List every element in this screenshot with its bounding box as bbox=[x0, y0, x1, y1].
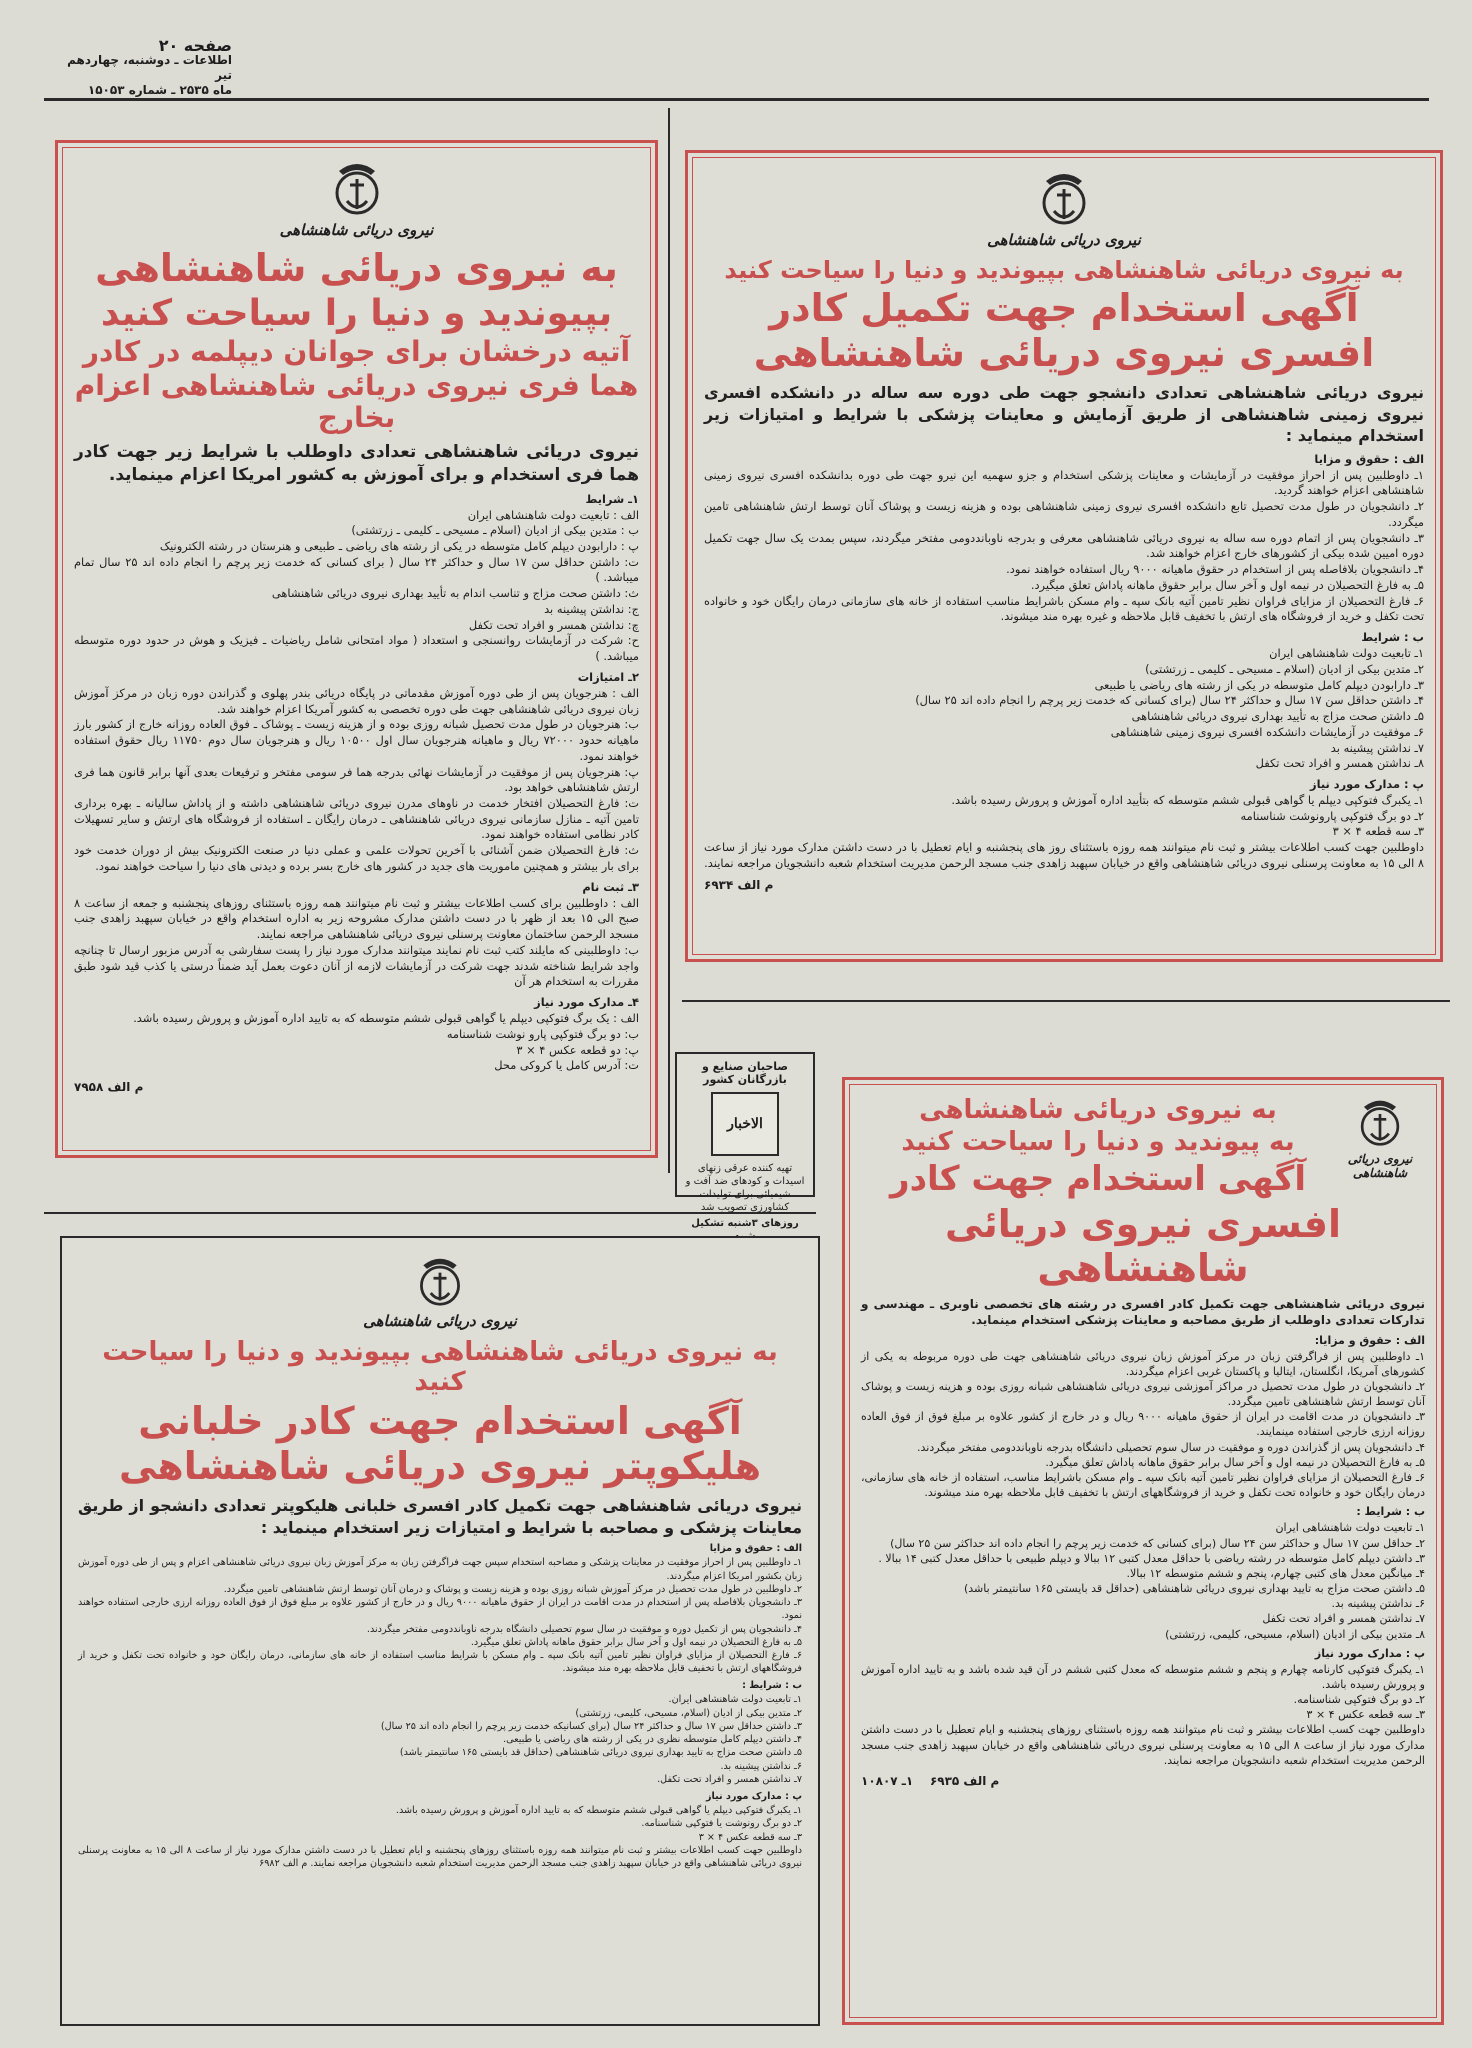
list-item: ۶ـ نداشتن پیشینه بد. bbox=[1331, 1597, 1425, 1611]
list-item: ۲ـ داوطلبین در طول مدت تحصیل در مرکز آموزش شبانه روزی بوده و هزینه زیست و پوشاک و درمان آنان توسط ارتش شاهنشاهی تامین میگردد. bbox=[223, 1583, 802, 1595]
ad-officer-recruitment bbox=[685, 150, 1443, 962]
list-item: ۵ـ داشتن صحت مزاج به تأیید بهداری نیروی دریائی شاهنشاهی bbox=[1131, 709, 1424, 724]
section-title: پ : مدارک مورد نیاز bbox=[706, 1791, 802, 1803]
section-title: ب : شرایط : bbox=[1356, 1505, 1425, 1519]
section-title: ۲ـ امتیازات bbox=[577, 669, 639, 684]
list-item: الف : تابعیت دولت شاهنشاهی ایران bbox=[467, 507, 639, 522]
ad-code: م الف ۷۹۵۸ bbox=[74, 1080, 144, 1095]
list-item: ۳ـ دانشجویان پس از اتمام دوره سه ساله به نیروی دریائی شاهنشاهی معرفی و بدرجه ناوبانددومی مفتخر میگردند، سپس بمدت یک سال جهت تکمیل دوره امیین شده بیکی از کشورهای خارج اعزام خواهند شد. bbox=[704, 530, 1424, 561]
list-item: ۱ـ یکبرگ فتوکپی کارنامه چهارم و پنجم و ششم متوسطه که معدل کتبی ششم در آن قید شده باشد و به تایید اداره آموزش و پرورش رسیده باشد. bbox=[861, 1662, 1425, 1691]
list-item: ۲ـ دو برگ فتوکپی پارونوشت شناسنامه bbox=[1240, 808, 1424, 823]
list-item: ۳ـ دارابودن دیپلم کامل متوسطه در یکی از رشته های ریاضی یا طبیعی bbox=[1094, 677, 1424, 692]
top-rule bbox=[44, 98, 1429, 101]
list-item: ۸ـ متدین بیکی از ادیان (اسلام، مسیحی، کلیمی، زرتشتی) bbox=[1165, 1627, 1425, 1641]
list-item: داوطلبین جهت کسب اطلاعات بیشتر و ثبت نام میتوانند همه روزه باستثنای روز های پنجشنبه و ایام تعطیل با در دست داشتن مدارک مورد نیاز از ساعت ۸ الی ۱۵ به معاونت پرسنلی نیروی دریائی شاهنشاهی واقع در خیابان سپهبد زاهدی جنب مسجد الرحمن مدیریت استخدام شعبه دانشجویان مراجعه نمایند. bbox=[704, 840, 1424, 870]
headline: هلیکوپتر نیروی دریائی شاهنشاهی bbox=[118, 1444, 762, 1489]
navy-emblem-icon bbox=[1355, 1094, 1405, 1150]
list-item: ۵ـ به فارغ التحصیلان در نیمه اول و آخر سال برابر حقوق ماهانه پاداش تعلق میگیرد. bbox=[1030, 577, 1424, 592]
list-item: ۶ـ موفقیت در آزمایشات دانشکده افسری نیروی زمینی شاهنشاهی bbox=[1110, 724, 1424, 739]
section-list bbox=[704, 793, 1424, 872]
section-list bbox=[704, 468, 1424, 625]
masthead-date: اطلاعات ـ دوشنبه، چهاردهم تیر bbox=[67, 53, 232, 82]
section-title: ب : شرایط bbox=[1361, 630, 1424, 645]
list-item: الف : داوطلبین برای کسب اطلاعات بیشتر و ثبت نام میتوانند همه روزه باستثنای روزهای پنجشنبه و جمعه از ساعت ۸ صبح الی ۱۵ بعد از ظهر با در دست داشتن مدارک مشروحه زیر به اداره استخدام واقع در خیابان سپهبد زاهدی جنب مسجد الرحمن ساختمان معاونت پرسنلی نیروی دریائی شاهنشاهی مراجعه نمایند. bbox=[74, 895, 639, 942]
ad-homafar-recruitment bbox=[55, 140, 658, 1158]
list-item: ۸ـ نداشتن همسر و افراد تحت تکفل bbox=[1255, 756, 1424, 771]
ad-technical-officer-recruitment bbox=[842, 1077, 1444, 2025]
list-item: ۷ـ نداشتن همسر و افراد تحت تکفل bbox=[1262, 1612, 1425, 1626]
list-item: ۳ـ داشتن دیپلم کامل متوسطه در رشته ریاضی با حداقل معدل کتبی ۱۲ ببالا و دیپلم طبیعی با حداقل معدل کتبی ۱۴ ببالا . bbox=[878, 1551, 1425, 1565]
ad-helicopter-pilot-recruitment bbox=[60, 1236, 820, 2026]
section-list bbox=[74, 1011, 639, 1074]
section-title: پ : مدارک مورد نیاز bbox=[1314, 1646, 1425, 1660]
list-item: ۵ـ به فارغ التحصیلان در نیمه اول و آخر سال برابر حقوق ماهانه پاداش تعلق میگیرد. bbox=[470, 1636, 802, 1648]
intro-text: نیروی دریائی شاهنشاهی تعدادی داوطلب با شرایط زیر جهت کادر هما فری استخدام و برای آموزش به کشور امریکا اعزام مینماید. bbox=[74, 441, 639, 485]
notice-title: صاحبان صنایع و بازرگانان کشور bbox=[701, 1060, 789, 1086]
ad-body bbox=[861, 1334, 1425, 1768]
list-item: ۴ـ دانشجویان بلافاصله پس از استخدام در حقوق ماهیانه ۹۰۰۰ ریال استفاده خواهند نمود. bbox=[1006, 562, 1424, 577]
list-item: داوطلبین جهت کسب اطلاعات بیشتر و ثبت نام میتوانند همه روزه باستثنای روزهای پنجشنبه و ایام تعطیل با در دست داشتن مدارک مورد نیاز از ساعت ۸ الی ۱۵ به معاونت پرسنلی نیروی دریائی شاهنشاهی واقع در خیابان سپهبد زاهدی جنب مسجد الرحمن مدیریت استخدام شعبه دانشجویان مراجعه نمایند. bbox=[861, 1723, 1425, 1767]
list-item: ۵ـ داشتن صحت مزاج به تایید بهداری نیروی دریائی شاهنشاهی (حداقل قد بایستی ۱۶۵ سانتیمتر باشد) bbox=[399, 1747, 802, 1759]
section-title: ۴ـ مدارک مورد نیاز bbox=[534, 995, 639, 1010]
headline: آگهی استخدام جهت کادر bbox=[890, 1158, 1306, 1199]
navy-emblem-icon bbox=[1036, 167, 1092, 229]
list-item: ۳ـ سه قطعه عکس ۴ × ۳ bbox=[1306, 1708, 1425, 1722]
right-section-divider bbox=[682, 1000, 1450, 1002]
headline: به نیروی دریائی شاهنشاهی بپیوندید و دنیا را سیاحت کنید bbox=[102, 1337, 778, 1397]
notice-body: تهیه کننده عرقی زنهای اسیدات و کودهای ضد آفت و شیمیائی برای تولیدات کشاورزی تصویب شد bbox=[685, 1163, 805, 1213]
navy-emblem-icon bbox=[329, 157, 385, 219]
list-item: ۱ـ یکبرگ فتوکپی دیپلم یا گواهی قبولی ششم متوسطه که بتأیید اداره آموزش و پرورش رسیده باشد. bbox=[951, 792, 1424, 807]
list-item: ب: داوطلبینی که مایلند کتب ثبت نام نمایند میتوانند مدارک مورد نیاز را پست سفارشی به آدرس مزبور ارسال تا چنانچه واجد شرایط شناخته شدند جهت شرکت در آزمایشات لازمه از آنان دعوت بعمل آید ضمناً درستی یا کذب قید شود طبق مقررات به استخدام هر آن bbox=[74, 942, 639, 989]
small-notice-box bbox=[675, 1052, 815, 1229]
section-list bbox=[704, 646, 1424, 772]
list-item: ۳ـ داشتن حداقل سن ۱۷ سال و حداکثر ۲۴ سال (برای کسانیکه خدمت زیر پرچم را انجام داده اند ۲۵ سال) bbox=[380, 1720, 802, 1732]
ad-code-primary: م الف ۶۹۳۵ bbox=[929, 1773, 1000, 1788]
headline: آگهی استخدام جهت کادر خلبانی bbox=[138, 1398, 742, 1443]
list-item: ح: شرکت در آزمایشات روانسنجی و استعداد ( مواد امتحانی شامل ریاضیات ـ فیزیک و هوش در حدود دوره متوسطه میباشد. ) bbox=[74, 633, 639, 664]
section-title: الف : حقوق و مزایا bbox=[709, 1543, 802, 1555]
list-item: ۴ـ میانگین معدل های کتبی چهارم، پنجم و ششم متوسطه ۱۲ ببالا. bbox=[1126, 1566, 1425, 1580]
section-title: ب : شرایط : bbox=[742, 1680, 802, 1692]
list-item: ت: آدرس کامل یا کروکی محل bbox=[494, 1058, 639, 1073]
list-item: ۱ـ تابعیت دولت شاهنشاهی ایران bbox=[1275, 1521, 1425, 1535]
list-item: ۶ـ فارغ التحصیلان از مزایای فراوان نظیر تامین آتیه بانک سپه ـ وام مسکن باشرایط مناسب استفاده از خانه های سازمانی درمان رایگان خود و خانواده تحت تکفل و خرید از فروشگاه های ارتش با تخفیف قابل ملاحظه و غیره بهره مند میشوند. bbox=[704, 593, 1424, 624]
section-title: الف : حقوق و مزایا: bbox=[1314, 1333, 1425, 1347]
list-item: ۴ـ داشتن دیپلم کامل متوسطه نظری در یکی از رشته های ریاضی یا طبیعی. bbox=[503, 1734, 802, 1746]
headline: افسری نیروی دریائی شاهنشاهی bbox=[945, 1201, 1341, 1290]
list-item: ۳ـ سه قطعه عکس ۴ × ۳ bbox=[698, 1831, 802, 1843]
section-title: پ : مدارک مورد نیاز bbox=[1310, 776, 1424, 791]
list-item: پ: هنرجویان پس از موفقیت در آزمایشات نهائی بدرجه هما فر سومی مفتخر و ترفیعات بعدی آنها برابر قانون هما فری ارتش شاهنشاهی خواهد بود. bbox=[74, 764, 639, 795]
section-list bbox=[78, 1556, 802, 1675]
masthead bbox=[52, 38, 232, 98]
notice-foot: روزهای ۳شنبه تشکیل bbox=[691, 1218, 799, 1229]
list-item: ۶ـ نداشتن پیشینه بد. bbox=[720, 1760, 802, 1772]
list-item: پ : دارابودن دیپلم کامل متوسطه در یکی از رشته های ریاضی ـ طبیعی و هنرستان در رشته الکترونیک bbox=[159, 538, 639, 553]
brand-name: نیروی دریائی شاهنشاهی bbox=[363, 1312, 517, 1330]
list-item: ۴ـ دانشجویان پس از گذراندن دوره و موفقیت در سال سوم تحصیلی دانشگاه بدرجه ناوبانددومی مفتخر میگردند. bbox=[916, 1440, 1425, 1454]
headline: آتیه درخشان برای جوانان دیپلمه در کادر bbox=[82, 335, 631, 369]
headline: به نیروی دریائی شاهنشاهی بپیوندید و دنیا را سیاحت کنید bbox=[724, 256, 1404, 284]
list-item: ۵ـ داشتن صحت مزاج به تایید بهداری نیروی دریائی شاهنشاهی (حداقل قد بایستی ۱۶۵ سانتیمتر باشد) bbox=[963, 1582, 1425, 1596]
headline: بپیوندید و دنیا را سیاحت کنید bbox=[100, 292, 613, 334]
list-item: ۲ـ دو برگ رونوشت یا فتوکپی شناسنامه. bbox=[641, 1818, 802, 1830]
list-item: ۳ـ سه قطعه ۴ × ۳ bbox=[1332, 824, 1424, 839]
list-item: ۱ـ یکبرگ فتوکپی دیپلم یا گواهی قبولی ششم متوسطه که به تایید اداره آموزش و پرورش رسیده باشد. bbox=[395, 1805, 802, 1817]
list-item: ث: فارغ التحصیلان ضمن آشنائی با آخرین تحولات علمی و عملی دنیا در صنعت الکترونیک بیش از دوران خدمت خود برای بار بیشتر و همچنین ماموریت های جدید در کشور های خارج بسر برده و دیدنی های دنیا را سیاحت خواهند نمود. bbox=[74, 843, 639, 873]
list-item: ث: داشتن صحت مزاج و تناسب اندام به تأیید بهداری نیروی دریائی شاهنشاهی bbox=[271, 586, 639, 601]
list-item: ۶ـ فارغ التحصیلان از مزایای فراوان نظیر تامین آتیه بانک سپه ـ وام مسکن باشرایط مناسب، استفاده از خانه های سازمانی، درمان رایگان خود و خانواده تحت تکفل و خرید از فروشگاههای ارتش با تخفیف قابل ملاحظه بهره مند میشوند. bbox=[861, 1471, 1425, 1500]
list-item: ۳ـ دانشجویان بلافاصله پس از استخدام در مدت اقامت در ایران از حقوق ماهیانه ۹۰۰۰ ریال و در خارج از کشور علاوه بر مبلغ فوق از فوق العاده روزانه ارزی خارجی استفاده خواهند نمود. bbox=[78, 1597, 802, 1622]
section-list bbox=[74, 896, 639, 990]
ad-body bbox=[74, 492, 639, 1075]
brand-name: نیروی دریائی شاهنشاهی bbox=[1347, 1152, 1413, 1180]
headline-group bbox=[861, 1094, 1335, 1201]
headline: به نیروی دریائی شاهنشاهی bbox=[919, 1095, 1277, 1125]
headline: به پیوندید و دنیا را سیاحت کنید bbox=[901, 1126, 1295, 1157]
list-item: ۳ـ دانشجویان در مدت اقامت در ایران از حقوق ماهیانه ۹۰۰۰ ریال و در خارج از کشور علاوه بر مبلغ فوق از فوق العاده روزانه ارزی خارجی استفاده مینمایند. bbox=[861, 1410, 1425, 1439]
ad-code-secondary: ۱ـ ۱۰۸۰۷ bbox=[861, 1773, 914, 1788]
section-list bbox=[861, 1349, 1425, 1501]
list-item: ۲ـ حداقل سن ۱۷ سال و حداکثر سن ۲۴ سال (برای کسانی که خدمت زیر پرچم را انجام داده اند حداکثر سن ۲۵ سال) bbox=[890, 1536, 1425, 1550]
intro-text: نیروی دریائی شاهنشاهی جهت تکمیل کادر افسری خلبانی هلیکوپتر تعدادی دانشجو از طریق معاینات پزشکی و مصاحبه با شرایط و امتیازات زیر استخدام مینماید : bbox=[78, 1496, 802, 1537]
list-item: ۲ـ دانشجویان در طول مدت تحصیل تابع دانشکده افسری نیروی زمینی شاهنشاهی بوده و هزینه زیست و پوشاک آنان توسط ارتش شاهنشاهی تامین میگردد. bbox=[704, 499, 1424, 529]
list-item: الف : هنرجویان پس از طی دوره آموزش مقدماتی در پایگاه دریائی بندر پهلوی و گذراندن دوره زبان در مرکز آموزش زبان نیروی دریائی شاهنشاهی جهت طی دوره تخصصی به کشور آمریکا اعزام خواهند شد. bbox=[74, 685, 639, 716]
section-list bbox=[861, 1662, 1425, 1768]
brand-name: نیروی دریائی شاهنشاهی bbox=[279, 221, 434, 239]
page-number: صفحه ۲۰ bbox=[158, 36, 232, 55]
list-item: ۵ـ به فارغ التحصیلان در نیمه اول و آخر سال برابر حقوق ماهانه پاداش تعلق میگیرد. bbox=[1045, 1455, 1425, 1469]
list-item: ت: داشتن حداقل سن ۱۷ سال و حداکثر ۲۴ سال ( برای کسانی که خدمت زیر پرچم را انجام داده اند ۲۵ سال تمام میباشد. ) bbox=[74, 554, 639, 585]
intro-text: نیروی دریائی شاهنشاهی جهت تکمیل کادر افسری در رشته های تخصصی ناوبری ـ مهندسی و تدارکات تعدادی داوطلب از طریق مصاحبه و معاینات پزشکی استخدام مینماید. bbox=[861, 1297, 1425, 1328]
ad-body bbox=[704, 452, 1424, 872]
ad-body bbox=[78, 1543, 802, 1870]
brand-name: نیروی دریائی شاهنشاهی bbox=[987, 231, 1141, 249]
list-item: ۱ـ داوطلبین پس از فراگرفتن زبان در مرکز آموزش زبان نیروی دریائی شاهنشاهی جهت طی دوره مربوطه به یکی از کشورهای آمریکا، انگلستان، ایتالیا و پاکستان غربی اعزام میگردند. bbox=[861, 1349, 1425, 1378]
list-item: ۴ـ داشتن حداقل سن ۱۷ سال و حداکثر ۲۴ سال (برای کسانی که خدمت زیر پرچم را انجام داده اند ۲۵ سال) bbox=[915, 693, 1424, 708]
headline: افسری نیروی دریائی شاهنشاهی bbox=[753, 331, 1375, 376]
intro-text: نیروی دریائی شاهنشاهی تعدادی دانشجو جهت طی دوره سه ساله در دانشکده افسری نیروی زمینی شاهنشاهی از طریق آزمایش و معاینات پزشکی با شرایط و امتیازات زیر استخدام مینماید : bbox=[704, 382, 1424, 446]
section-title: الف : حقوق و مزایا bbox=[1314, 451, 1424, 466]
ad-code bbox=[861, 1774, 1425, 1788]
list-item: ب: دو برگ فتوکپی پارو نوشت شناسنامه bbox=[446, 1026, 639, 1041]
list-item: چ: نداشتن همسر و افراد تحت تکفل bbox=[468, 617, 639, 632]
list-item: ۲ـ متدین بیکی از ادیان (اسلام، مسیحی، کلیمی، زرتشتی) bbox=[575, 1707, 802, 1719]
section-title: ۳ـ ثبت نام bbox=[582, 879, 639, 894]
masthead-issue: ماه ۲۵۳۵ ـ شماره ۱۵۰۵۳ bbox=[87, 83, 232, 97]
list-item: داوطلبین جهت کسب اطلاعات بیشتر و ثبت نام میتوانند همه روزه باستثنای روزهای پنجشنبه و ایام تعطیل با در دست داشتن مدارک مورد نیاز از ساعت ۸ الی ۱۵ به معاونت پرسنلی نیروی دریائی شاهنشاهی واقع در خیابان سپهبد زاهدی جنب مسجد الرحمن مدیریت استخدام شعبه دانشجویان مراجعه نمایند. م الف ۶۹۸۲ bbox=[78, 1844, 802, 1870]
section-list bbox=[78, 1804, 802, 1870]
navy-emblem-icon bbox=[414, 1252, 466, 1310]
section-title: ۱ـ شرایط bbox=[585, 491, 639, 506]
list-item: ۷ـ نداشتن پیشینه بد bbox=[1330, 740, 1424, 755]
ad-header-row bbox=[861, 1094, 1425, 1201]
list-item: ج: نداشتن پیشینه بد bbox=[544, 601, 639, 616]
list-item: ۲ـ دانشجویان در طول مدت تحصیل در مراکز آموزشی نیروی دریائی شاهنشاهی شبانه روزی بوده و هزینه زیست و پوشاک آنان توسط ارتش شاهنشاهی تامین میگردد. bbox=[861, 1379, 1425, 1409]
list-item: ۱ـ تابعیت دولت شاهنشاهی ایران. bbox=[668, 1694, 802, 1706]
section-list bbox=[78, 1693, 802, 1786]
list-item: ۷ـ نداشتن همسر و افراد تحت تکفل. bbox=[657, 1773, 802, 1785]
list-item: پ: دو قطعه عکس ۴ × ۳ bbox=[516, 1042, 639, 1057]
section-list bbox=[74, 686, 639, 875]
headline: هما فری نیروی دریائی شاهنشاهی اعزام بخارج bbox=[74, 369, 639, 435]
list-item: ۱ـ داوطلبین پس از احراز موفقیت در آزمایشات و معاینات پزشکی استخدام و جزو سهمیه این نیرو جهت طی دوره بدانشکده افسری نیروی زمینی شاهنشاهی اعزام خواهند گردید. bbox=[704, 467, 1424, 498]
list-item: ۶ـ فارغ التحصیلان از مزایای فراوان نظیر تامین آتیه بانک سپه ـ وام مسکن با شرایط مناسب استفاده از خانه های سازمانی، درمان رایگان خود و خانواده تحت تکفل و خرید از فروشگاههای ارتش با تخفیف قابل ملاحظه بهره مند میشوند. bbox=[78, 1649, 802, 1675]
list-item: ۲ـ متدین بیکی از ادیان (اسلام ـ مسیحی ـ کلیمی ـ زرتشتی) bbox=[1145, 661, 1424, 676]
list-item: ب: هنرجویان در طول مدت تحصیل شبانه روزی بوده و از هزینه زیست ـ پوشاک ـ فوق العاده روزانه خارج از کشور بارز ماهیانه حدود ۷۲۰۰۰ ریال و ماهیانه هنرجویان سال اول ۱۰۵۰۰ ریال و هنرجویان سال دوم ۱۱۷۵۰ ریال حقوق استفاده خواهند نمود. bbox=[74, 717, 640, 763]
list-item: ب : متدین بیکی از ادیان (اسلام ـ مسیحی ـ کلیمی ـ زرتشتی) bbox=[351, 523, 639, 538]
section-list bbox=[861, 1520, 1425, 1641]
list-item: ۱ـ داوطلبین پس از احراز موفقیت در معاینات پزشکی و مصاحبه استخدام سپس جهت فراگرفتن زبان به مرکز آموزش زبان نیروی دریائی شاهنشاهی اعزام و پس از طی دوره آموزش زبان بکشور امریکا اعزام میگردند. bbox=[78, 1557, 802, 1582]
headline: به نیروی دریائی شاهنشاهی bbox=[95, 246, 618, 290]
list-item: ۴ـ دانشجویان پس از تکمیل دوره و موفقیت در سال سوم تحصیلی دانشگاه بدرجه ناوبانددومی مفتخر میگردند. bbox=[366, 1623, 802, 1635]
stamp-logo: الاخبار bbox=[711, 1092, 779, 1156]
list-item: ت: فارغ التحصیلان افتخار خدمت در ناوهای مدرن نیروی دریائی شاهنشاهی داشته و از پاداش سالیانه ـ بهره برداری تامین آتیه ـ منازل سازمانی نیروی دریائی شاهنشاهی ـ درمان رایگان ـ استفاده از فروشگاه های ارتش و سایر تسهیلات کادر نظامی استفاده خواهند نمود. bbox=[74, 796, 639, 842]
list-item: ۲ـ دو برگ فتوکپی شناسنامه. bbox=[1293, 1693, 1425, 1707]
section-list bbox=[74, 508, 639, 665]
list-item: ۱ـ تابعیت دولت شاهنشاهی ایران bbox=[1269, 646, 1424, 661]
list-item: الف : یک برگ فتوکپی دیپلم یا گواهی قبولی ششم متوسطه که به تایید اداره آموزش و پرورش رسیده باشد. bbox=[133, 1011, 639, 1026]
column-divider bbox=[668, 108, 670, 1173]
ad-code: م الف ۶۹۳۴ bbox=[704, 877, 774, 892]
headline: آگهی استخدام جهت تکمیل کادر bbox=[769, 285, 1359, 330]
emblem-group bbox=[1335, 1094, 1425, 1188]
